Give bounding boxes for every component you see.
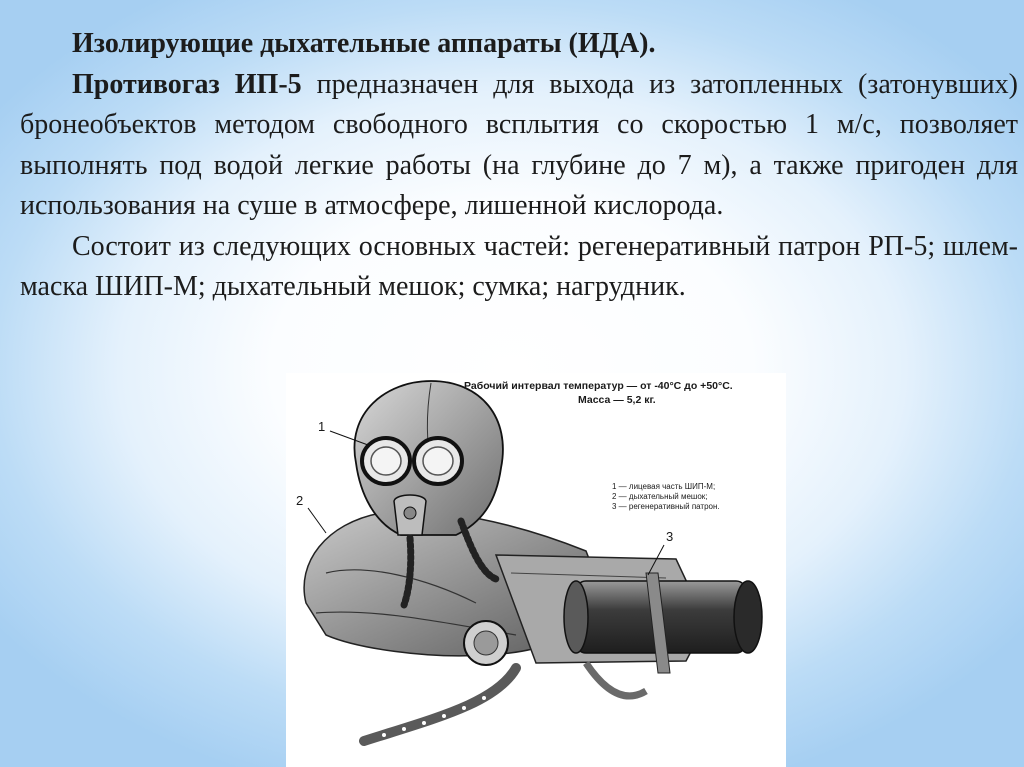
legend-item-3: 3 — регенеративный патрон. <box>612 502 720 511</box>
callout-1: 1 <box>318 419 326 434</box>
device-name: Противогаз ИП-5 <box>72 68 302 100</box>
gas-mask-drawing <box>286 373 786 767</box>
callout-2: 2 <box>296 493 304 508</box>
slide-text <box>20 24 1018 308</box>
spec-temperature: Рабочий интервал температур — от -40°С до +50°С. <box>464 380 733 392</box>
spec-mass: Масса — 5,2 кг. <box>578 394 656 406</box>
legend-item-1: 1 — лицевая часть ШИП-М; <box>612 482 716 491</box>
slide-heading: Изолирующие дыхательные аппараты (ИДА). <box>72 28 656 59</box>
callout-3: 3 <box>666 529 674 544</box>
waist-strap <box>364 668 516 741</box>
description-text: предназначен для выхода из затопленных (затонувших) бронеобъектов методом свободного всплытия со скоростью 1 м/с, позволяет выполнять под водой легкие работы (на глубине до 7 м), а также пригоден для использования на суше в атмосфере, лишенной кислорода. <box>20 68 1018 221</box>
paragraph-composition: Состоит из следующих основных частей: регенеративный патрон РП-5; шлем-маска ШИП-М; дыхательный мешок; сумка; нагрудник. <box>20 230 1018 302</box>
paragraph-description <box>20 65 1018 227</box>
legend-item-2: 2 — дыхательный мешок; <box>612 492 708 501</box>
gas-mask-illustration <box>286 373 786 767</box>
